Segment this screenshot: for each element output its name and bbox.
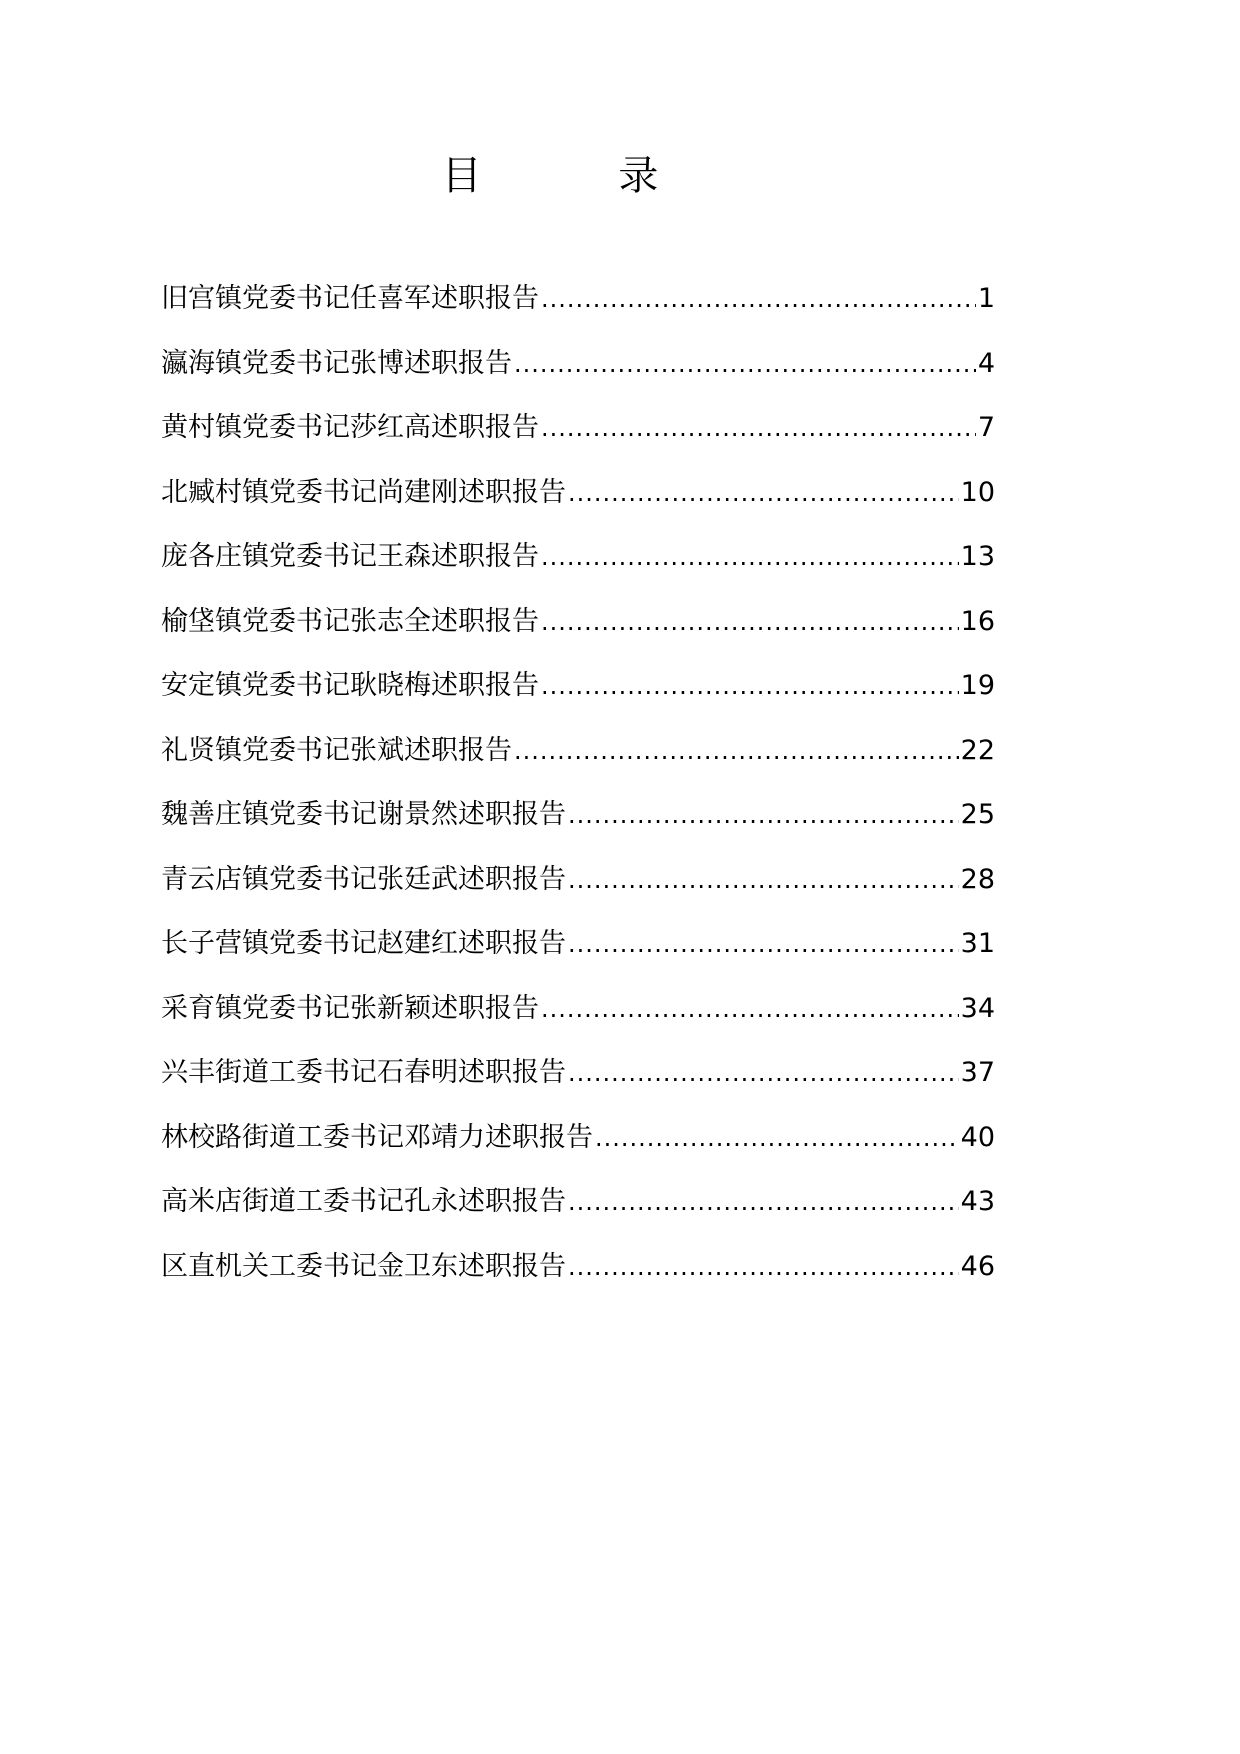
toc-entry-page: 28 — [960, 863, 995, 895]
toc-entry-title: 区直机关工委书记金卫东述职报告 — [161, 1250, 566, 1282]
toc-entry-title: 青云店镇党委书记张廷武述职报告 — [161, 863, 566, 895]
toc-entry-page: 10 — [960, 476, 995, 508]
toc-entry-title: 安定镇党委书记耿晓梅述职报告 — [161, 670, 539, 701]
toc-leader-dots — [514, 722, 959, 780]
toc-entry-title: 兴丰街道工委书记石春明述职报告 — [161, 1057, 566, 1088]
toc-entry-page: 16 — [960, 605, 995, 637]
toc-entry-title: 高米店街道工委书记孔永述职报告 — [161, 1186, 566, 1217]
toc-leader-dots — [541, 657, 959, 715]
toc-entry-title: 长子营镇党委书记赵建红述职报告 — [161, 928, 566, 959]
toc-leader-dots — [541, 399, 976, 457]
toc-entry-title: 黄村镇党委书记莎红高述职报告 — [161, 412, 539, 443]
toc-leader-dots — [568, 1238, 959, 1296]
toc-entry[interactable] — [161, 464, 995, 529]
toc-entry[interactable] — [161, 722, 995, 787]
toc-entry-title: 榆垡镇党委书记张志全述职报告 — [161, 605, 539, 637]
toc-entry[interactable] — [161, 335, 995, 400]
toc-entry-title: 林校路街道工委书记邓靖力述职报告 — [161, 1121, 593, 1153]
toc-entry-page: 7 — [977, 412, 995, 443]
toc-entry-page: 46 — [960, 1250, 995, 1282]
toc-entry-page: 31 — [960, 928, 995, 959]
toc-leader-dots — [541, 980, 959, 1038]
toc-entry[interactable] — [161, 399, 995, 464]
toc-leader-dots — [568, 464, 959, 522]
page-title: 目 录 — [441, 153, 721, 199]
toc-entry-title: 旧宫镇党委书记任喜军述职报告 — [161, 283, 539, 314]
toc-leader-dots — [541, 270, 976, 328]
toc-entry[interactable] — [161, 851, 995, 916]
toc-entry[interactable] — [161, 980, 995, 1045]
toc-entry[interactable] — [161, 915, 995, 980]
toc-entry[interactable] — [161, 786, 995, 851]
toc-entry-title: 北臧村镇党委书记尚建刚述职报告 — [161, 476, 566, 508]
table-of-contents — [161, 270, 995, 1302]
toc-leader-dots — [568, 786, 959, 844]
toc-leader-dots — [568, 1173, 959, 1231]
toc-leader-dots — [568, 915, 959, 973]
toc-entry-page: 43 — [960, 1186, 995, 1217]
toc-entry-page: 25 — [960, 799, 995, 830]
toc-entry[interactable] — [161, 1173, 995, 1238]
toc-entry-page: 22 — [960, 734, 995, 766]
toc-entry-page: 34 — [960, 992, 995, 1024]
toc-leader-dots — [568, 851, 959, 909]
toc-leader-dots — [568, 1044, 959, 1102]
toc-entry[interactable] — [161, 1109, 995, 1174]
toc-leader-dots — [514, 335, 976, 393]
toc-entry-page: 37 — [960, 1057, 995, 1088]
toc-entry[interactable] — [161, 657, 995, 722]
toc-entry[interactable] — [161, 1238, 995, 1303]
toc-entry-title: 采育镇党委书记张新颖述职报告 — [161, 992, 539, 1024]
toc-entry-page: 1 — [977, 283, 995, 314]
toc-entry-title: 瀛海镇党委书记张博述职报告 — [161, 347, 512, 379]
toc-entry-page: 4 — [977, 347, 995, 379]
toc-entry-page: 13 — [960, 541, 995, 572]
toc-leader-dots — [541, 593, 959, 651]
toc-leader-dots — [595, 1109, 959, 1167]
toc-entry[interactable] — [161, 1044, 995, 1109]
toc-entry-title: 魏善庄镇党委书记谢景然述职报告 — [161, 799, 566, 830]
toc-entry[interactable] — [161, 528, 995, 593]
toc-entry-page: 19 — [960, 670, 995, 701]
toc-entry-title: 礼贤镇党委书记张斌述职报告 — [161, 734, 512, 766]
toc-entry-page: 40 — [960, 1121, 995, 1153]
toc-leader-dots — [541, 528, 959, 586]
toc-entry[interactable] — [161, 593, 995, 658]
toc-entry[interactable] — [161, 270, 995, 335]
toc-entry-title: 庞各庄镇党委书记王森述职报告 — [161, 541, 539, 572]
